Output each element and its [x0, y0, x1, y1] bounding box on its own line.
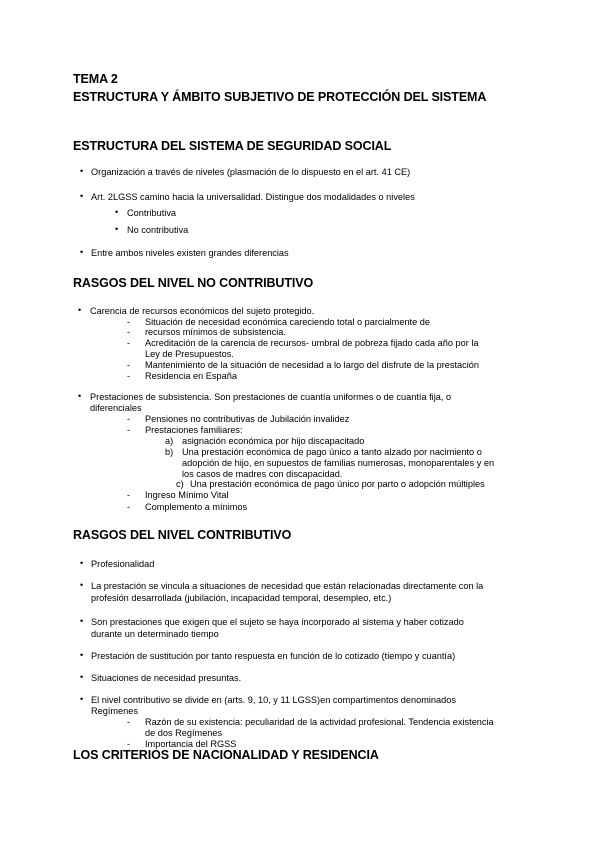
bullet: • [80, 191, 84, 201]
dash-item: Complemento a mínimos [145, 502, 248, 512]
list-item: Situaciones de necesidad presuntas. [91, 673, 242, 683]
list-item: Son prestaciones que exigen que el sujeto se haya incorporado al sistema y haber cotizado [91, 617, 464, 627]
section-heading-estructura: ESTRUCTURA DEL SISTEMA DE SEGURIDAD SOCIAL [73, 139, 392, 153]
bullet: • [78, 391, 82, 401]
dash: - [127, 490, 130, 500]
list-item-continued: durante un determinado tiempo [91, 629, 219, 639]
document-title-line2: ESTRUCTURA Y ÁMBITO SUBJETIVO DE PROTECCIÓN DEL SISTEMA [73, 90, 487, 104]
lettered-item: asignación económica por hijo discapacitado [182, 436, 365, 446]
list-item-continued: profesión desarrollada (jubilación, incapacidad temporal, desempleo, etc.) [91, 593, 392, 603]
section-heading-nacionalidad: LOS CRITERIOS DE NACIONALIDAD Y RESIDENCIA [73, 748, 379, 762]
bullet: • [115, 207, 119, 217]
list-item-continued: Regímenes [91, 706, 138, 716]
dash-item: Acreditación de la carencia de recursos- umbral de pobreza fijado cada año por la [145, 338, 479, 348]
bullet: • [80, 247, 84, 257]
list-item: El nivel contributivo se divide en (arts. 9, 10, y 11 LGSS)en compartimentos denominados [91, 695, 456, 705]
dash: - [127, 327, 130, 337]
dash: - [127, 739, 130, 749]
bullet: • [80, 650, 84, 660]
list-item-continued: diferenciales [90, 403, 142, 413]
dash-item: Prestaciones familiares: [145, 425, 243, 435]
dash: - [127, 360, 130, 370]
list-item: Profesionalidad [91, 559, 155, 569]
list-item: Prestación de sustitución por tanto respuesta en función de lo cotizado (tiempo y cuantía) [91, 651, 456, 661]
dash: - [127, 502, 130, 512]
lettered-item: Una prestación económica de pago único a tanto alzado por nacimiento o [182, 447, 482, 457]
letter-marker: a) [165, 436, 174, 446]
list-item: Entre ambos niveles existen grandes diferencias [91, 248, 289, 258]
section-heading-no-contributivo: RASGOS DEL NIVEL NO CONTRIBUTIVO [73, 276, 314, 290]
bullet: • [80, 672, 84, 682]
list-item: Organización a través de niveles (plasmación de lo dispuesto en el art. 41 CE) [91, 167, 411, 177]
list-item: La prestación se vincula a situaciones de necesidad que están relacionadas directamente con la [91, 581, 484, 591]
list-item: Art. 2LGSS camino hacia la universalidad. Distingue dos modalidades o niveles [91, 192, 415, 202]
lettered-item-continued: los casos de madres con discapacidad. [182, 469, 343, 479]
dash: - [127, 414, 130, 424]
dash-item: Ingreso Mínimo Vital [145, 490, 229, 500]
bullet: • [80, 580, 84, 590]
dash-item: Residencia en España [145, 371, 237, 381]
lettered-item-continued: adopción de hijo, en supuestos de familias numerosas, monoparentales y en [182, 458, 495, 468]
list-item: Prestaciones de subsistencia. Son prestaciones de cuantía uniformes o de cuantía fija, o [90, 392, 452, 402]
bullet: • [80, 166, 84, 176]
dash: - [127, 317, 130, 327]
dash: - [127, 717, 130, 727]
dash-item: Importancia del RGSS [145, 739, 237, 749]
dash: - [127, 338, 130, 348]
bullet: • [80, 616, 84, 626]
bullet: • [80, 558, 84, 568]
dash: - [127, 425, 130, 435]
bullet: • [78, 305, 82, 315]
sub-list-item: Contributiva [127, 208, 177, 218]
letter-marker: b) [165, 447, 174, 457]
lettered-item: Una prestación económica de pago único por parto o adopción múltiples [190, 479, 485, 489]
dash: - [127, 371, 130, 381]
dash-item-continued: recursos mínimos de subsistencia. [145, 327, 286, 337]
list-item: Carencia de recursos económicos del sujeto protegido. [90, 306, 315, 316]
sub-list-item: No contributiva [127, 225, 189, 235]
dash-item-continued: de dos Regímenes [145, 728, 223, 738]
bullet: • [80, 694, 84, 704]
dash-item: Mantenimiento de la situación de necesidad a lo largo del disfrute de la prestación [145, 360, 480, 370]
bullet: • [115, 224, 119, 234]
dash-item-continued: Ley de Presupuestos. [145, 349, 234, 359]
letter-marker: c) [176, 479, 184, 489]
dash-item: Situación de necesidad económica careciendo total o parcialmente de [145, 317, 430, 327]
dash-item: Razón de su existencia: peculiaridad de la actividad profesional. Tendencia existencia [145, 717, 494, 727]
section-heading-contributivo: RASGOS DEL NIVEL CONTRIBUTIVO [73, 528, 292, 542]
dash-item: Pensiones no contributivas de Jubilación invalidez [145, 414, 350, 424]
document-title-line1: TEMA 2 [73, 72, 118, 86]
